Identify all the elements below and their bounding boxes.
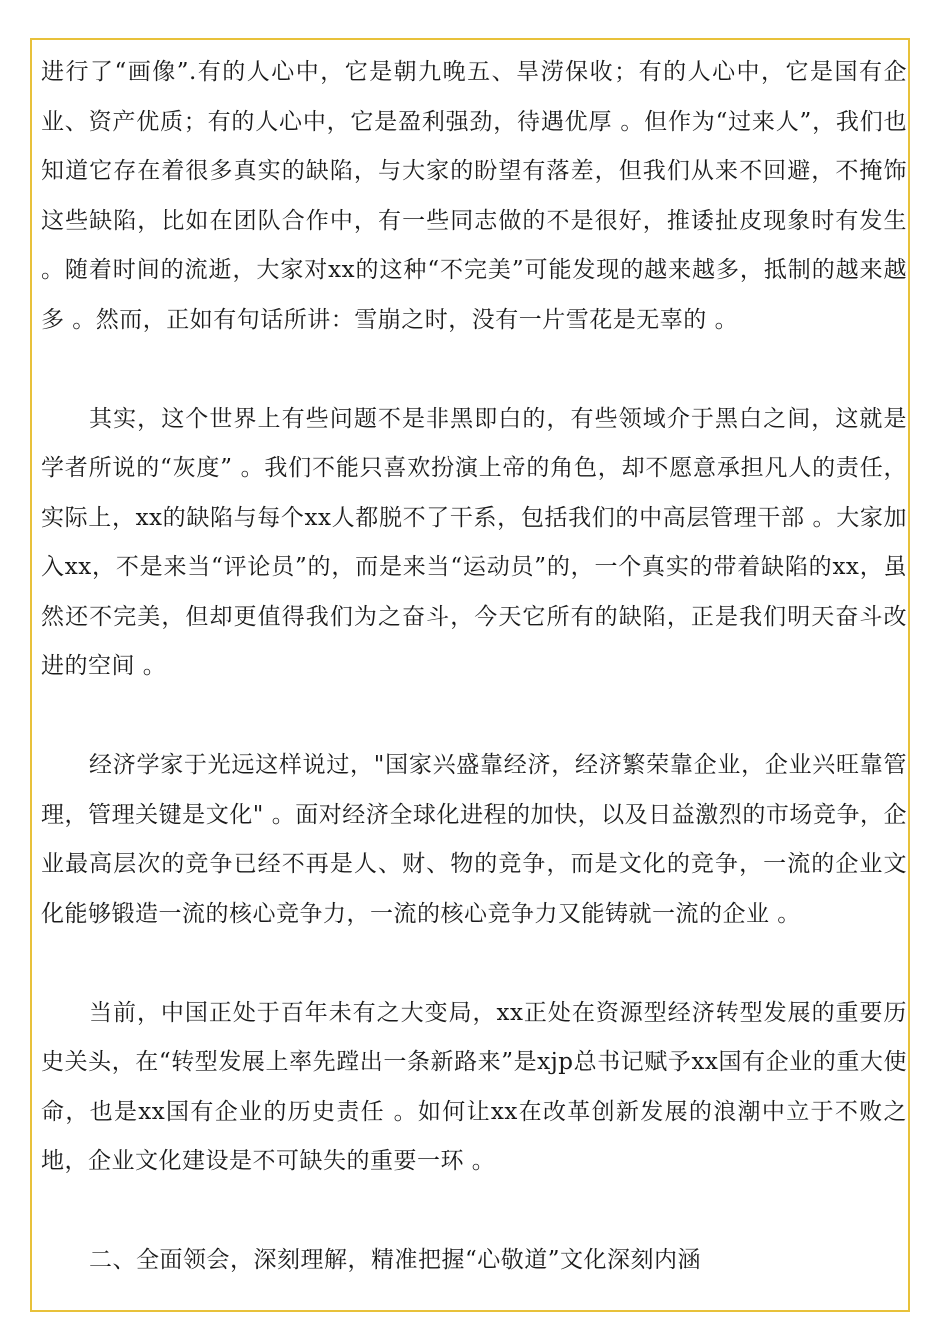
paragraph-gap [41, 939, 907, 989]
paragraph-gap [41, 345, 907, 395]
document-body [41, 48, 907, 1286]
paragraph-current-situation: 当前，中国正处于百年未有之大变局，xx正处在资源型经济转型发展的重要历史关头，在“转型发展上率先蹚出一条新路来”是xjp总书记赋予xx国有企业的重大使命，也是xx国有企业的历史责任 。如何让xx在改革创新发展的浪潮中立于不败之地，企业文化建设是不可缺失的重要一环 。 [41, 999, 907, 1174]
section-heading: 二、全面领会，深刻理解，精准把握“心敬道”文化深刻内涵 [89, 1247, 702, 1273]
paragraph-gap [41, 1187, 907, 1237]
paragraph-economist-quote: 经济学家于光远这样说过，"国家兴盛靠经济，经济繁荣靠企业，企业兴旺靠管理，管理关键是文化" 。面对经济全球化进程的加快，以及日益激烈的市场竞争，企业最高层次的竞争已经不再是人、财、物的竞争，而是文化的竞争，一流的企业文化能够锻造一流的核心竞争力，一流的核心竞争力又能铸就一流的企业 。 [41, 752, 907, 927]
paragraph-continuation: 进行了“画像”.有的人心中，它是朝九晚五、旱涝保收；有的人心中，它是国有企业、资产优质；有的人心中，它是盈利强劲，待遇优厚 。但作为“过来人”，我们也知道它存在着很多真实的缺陷，与大家的盼望有落差，但我们从来不回避，不掩饰这些缺陷，比如在团队合作中，有一些同志做的不是很好，推诿扯皮现象时有发生 。随着时间的流逝，大家对xx的这种“不完美”可能发现的越来越多，抵制的越来越多 。然而，正如有句话所讲：雪崩之时，没有一片雪花是无辜的 。 [41, 59, 907, 333]
paragraph-gap [41, 692, 907, 742]
paragraph-gray-zone: 其实，这个世界上有些问题不是非黑即白的，有些领域介于黑白之间，这就是学者所说的“灰度” 。我们不能只喜欢扮演上帝的角色，却不愿意承担凡人的责任，实际上，xx的缺陷与每个xx人都脱不了干系，包括我们的中高层管理干部 。大家加入xx，不是来当“评论员”的，而是来当“运动员”的，一个真实的带着缺陷的xx，虽然还不完美，但却更值得我们为之奋斗，今天它所有的缺陷，正是我们明天奋斗改进的空间 。 [41, 405, 907, 679]
